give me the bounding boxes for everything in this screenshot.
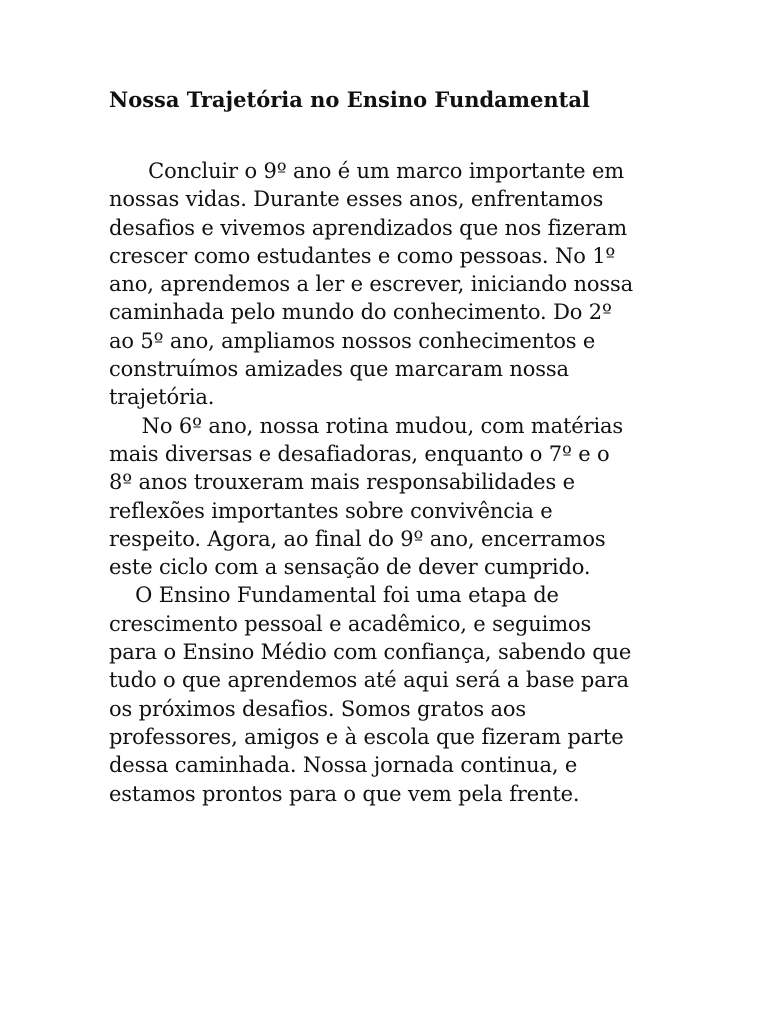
text-line: caminhada pelo mundo do conhecimento. Do 2º: [109, 300, 612, 325]
text-line: professores, amigos e à escola que fizeram parte: [109, 724, 624, 749]
title-spacer: [109, 115, 669, 157]
text-line: respeito. Agora, ao final do 9º ano, encerramos: [109, 526, 606, 551]
text-line: mais diversas e desafiadoras, enquanto o 7º e o: [109, 441, 610, 466]
text-line: tudo o que aprendemos até aqui será a base para: [109, 668, 629, 693]
text-line: os próximos desafios. Somos gratos aos: [109, 696, 527, 721]
text-line: estamos prontos para o que vem pela frente.: [109, 781, 580, 806]
text-line: construímos amizades que marcaram nossa: [109, 357, 569, 382]
text-line: Concluir o 9º ano é um marco importante em: [109, 159, 625, 183]
text-line: para o Ensino Médio com confiança, sabendo que: [109, 640, 632, 665]
text-line: ao 5º ano, ampliamos nossos conhecimentos e: [109, 328, 596, 353]
text-line: O Ensino Fundamental foi uma etapa de: [109, 583, 559, 608]
text-line: crescer como estudantes e como pessoas. No 1º: [109, 243, 616, 268]
text-line: nossas vidas. Durante esses anos, enfrentamos: [109, 187, 604, 212]
text-line: trajetória.: [109, 385, 215, 410]
text-line: 8º anos trouxeram mais responsabilidades e: [109, 470, 575, 495]
text-line: ano, aprendemos a ler e escrever, iniciando nossa: [109, 272, 633, 297]
document-title: Nossa Trajetória no Ensino Fundamental: [109, 87, 590, 112]
text-line: No 6º ano, nossa rotina mudou, com matérias: [109, 413, 624, 438]
text-line: dessa caminhada. Nossa jornada continua, e: [109, 753, 578, 778]
text-line: desafios e vivemos aprendizados que nos fizeram: [109, 215, 628, 240]
text-line: este ciclo com a sensação de dever cumprido.: [109, 555, 591, 580]
document-body: [109, 85, 669, 808]
text-line: reflexões importantes sobre convivência e: [109, 498, 553, 523]
text-line: crescimento pessoal e acadêmico, e seguimos: [109, 611, 592, 636]
